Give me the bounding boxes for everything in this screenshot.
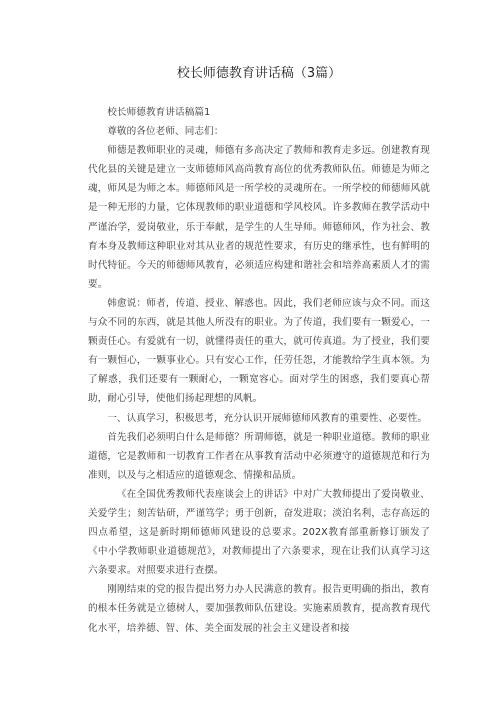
paragraph-3: 一、认真学习，积极思考，充分认识开展师德师风教育的重要性、必要性。 [107,412,428,424]
section-heading: 校长师德教育讲话稿篇1 [107,107,211,118]
paragraph-4: 首先我们必须明白什么是师德？所谓师德，就是一种职业道德。教师的职业道德，它是教师和一切教育工作者在从事教育活动中必须遵守的道德规范和行为准则，以及与之相适应的道德观念、情操和品质。 [88,431,430,481]
paragraph-6: 刚刚结束的党的报告提出努力办人民满意的教育。报告更明确的指出，教育的根本任务就是立德树人，要加强教师队伍建设。实施素质教育，提高教育现代化水平，培养德、智、体、美全面发展的社会主义建设者和接 [88,584,430,634]
paragraph-1: 师德是教师职业的灵魂，师德有多高决定了教师和教育走多远。创建教育现代化县的关键是建立一支师德师风高尚教育高位的优秀教师队伍。师德是为师之魂，师风是为师之本。师德师风是一所学校的灵魂所在。一所学校的师德师风就是一种无形的力量，它体现教师的职业道德和学风校风。许多教师在教学活动中严谨治学，爱岗敬业，乐于奉献，是学生的人生导师。师德师风，作为社会、教育本身及教师这种职业对其从业者的规范性要求，有历史的继承性，也有鲜明的时代特征。今天的师德师风教育，必须适应构建和谐社会和培养高素质人才的需要。 [88,145,430,290]
document-body [88,103,430,638]
salutation: 尊敬的各位老师、同志们： [107,126,224,138]
paragraph-2: 韩愈说：师者，传道、授业、解惑也。因此，我们老师应该与众不同。而这与众不同的东西，就是其他人所没有的职业。为了传道，我们要有一颗爱心，一颗责任心。有爱就有一切，就懂得责任的重大，就可传真道。为了授业，我们要有一颗恒心，一颗事业心。只有安心工作，任劳任怨，才能教给学生真本领。为了解惑，我们还要有一颗耐心，一颗宽容心。面对学生的困惑，我们要真心帮助，耐心引导，使他们扬起理想的风帆。 [88,297,430,405]
document-title: 校长师德教育讲话稿（3篇） [176,66,342,81]
paragraph-5: 《在全国优秀教师代表座谈会上的讲话》中对广大教师提出了爱岗敬业、关爱学生；刻苦钻研，严谨笃学；勇于创新，奋发进取；淡泊名利，志存高远的四点希望，这是新时期师德师风建设的总要求。202X教育部重新修订颁发了《中小学教师职业道德规范》，对教师提出了六条要求，现在让我们认真学习这六条要求。对照要求进行查摆。 [88,488,430,577]
